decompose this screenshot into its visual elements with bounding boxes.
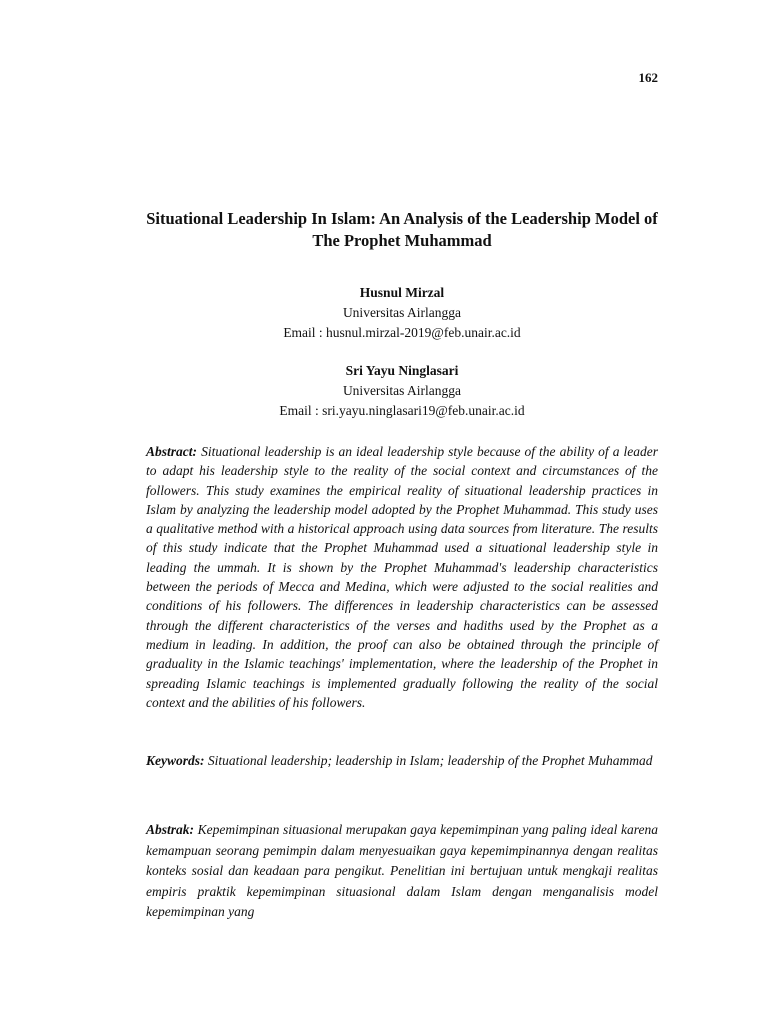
abstract-indonesian: [146, 820, 658, 923]
author-name: Husnul Mirzal: [359, 285, 445, 300]
abstract-text: Situational leadership is an ideal leadership style because of the ability of a leader to adapt his leadership style to the reality of the social context and circumstances of the followers. This study examines the empirical reality of situational leadership practices in Islam by analyzing the leadership model adopted by the Prophet Muhammad. This study uses a qualitative method with a historical approach using data sources from literature. The results of this study indicate that the Prophet Muhammad used a situational leadership style in leading the ummah. It is shown by the Prophet Muhammad's leadership characteristics between the periods of Mecca and Medina, which were adjusted to the social realities and conditions of his followers. The differences in leadership characteristics can be assessed through the different characteristics of the verses and hadiths used by the Prophet as a medium in leading. In addition, the proof can also be obtained through the principle of graduality in the Islamic teachings' implementation, where the leadership of the Prophet in spreading Islamic teachings is implemented gradually following the reality of the social context and the abilities of his followers.: [146, 444, 659, 710]
author-email: Email : sri.yayu.ninglasari19@feb.unair.ac.id: [279, 403, 525, 418]
page-number: 162: [638, 70, 658, 85]
author-name: Sri Yayu Ninglasari: [345, 363, 459, 378]
author-affiliation: Universitas Airlangga: [342, 305, 462, 320]
keywords-text: Situational leadership; leadership in Islam; leadership of the Prophet Muhammad: [207, 753, 653, 768]
abstrak-label: Abstrak:: [146, 822, 195, 837]
author-affiliation: Universitas Airlangga: [342, 383, 462, 398]
keywords-label: Keywords: [146, 753, 200, 768]
author-block-1: [146, 283, 658, 343]
abstract-label: Abstract:: [146, 444, 198, 459]
author-email: Email : husnul.mirzal-2019@feb.unair.ac.id: [283, 325, 521, 340]
abstract-english: [146, 442, 658, 712]
abstrak-text: Kepemimpinan situasional merupakan gaya kepemimpinan yang paling ideal karena kemampuan seorang pemimpin dalam menyesuaikan gaya kepemimpinannya dengan realitas konteks sosial dan keadaan para pengikut. Penelitian ini bertujuan untuk mengkaji realitas empiris praktik kepemimpinan situasional dalam Islam dengan menganalisis model kepemimpinan yang: [146, 822, 658, 919]
paper-title: Situational Leadership In Islam: An Analysis of the Leadership Model of The Prophet Muhammad: [146, 209, 658, 250]
keywords-separator: :: [200, 753, 205, 768]
author-block-2: [146, 361, 658, 421]
keywords: [146, 751, 658, 770]
